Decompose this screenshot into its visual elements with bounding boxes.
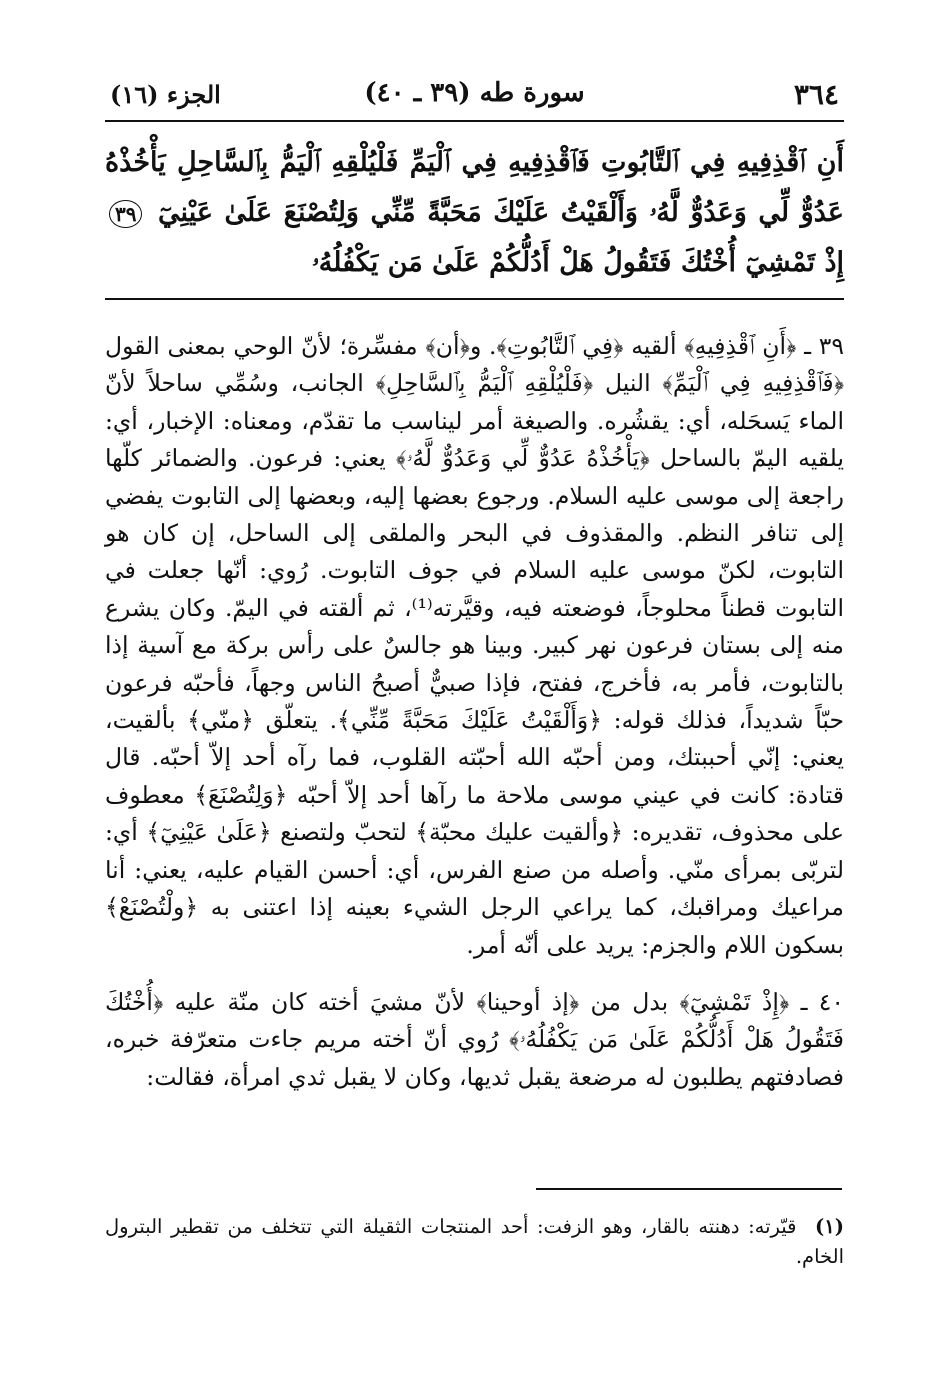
quran-verse-block <box>105 138 844 288</box>
verse-number-39: ٣٩ <box>109 200 142 228</box>
commentary-block <box>105 328 844 1096</box>
page-header <box>110 78 839 118</box>
commentary-paragraph-39: ٣٩ ـ ﴿أَنِ ٱقْذِفِيهِ﴾ ألقيه ﴿فِي ٱلتَّابُوتِ﴾. و﴿أن﴾ مفسِّرة؛ لأنّ الوحي بمعنى القول ﴿فَٱقْذِفِيهِ فِي ٱلْيَمِّ﴾ النيل ﴿فَلْيُلْقِهِ ٱلْيَمُّ بِٱلسَّاحِلِ﴾ الجانب، وسُمِّي ساحلاً لأنّ الماء يَسحَله، أي: يقشُره. والصيغة أمر ليناسب ما تقدّم، ومعناه: الإخبار، أي: يلقيه اليمّ بالساحل ﴿يَأْخُذْهُ عَدُوٌّ لِّي وَعَدُوٌّ لَّهُۥ﴾ يعني: فرعون. والضمائر كلّها راجعة إلى موسى عليه السلام. ورجوع بعضها إليه، وبعضها إلى التابوت يفضي إلى تنافر النظم. والمقذوف في البحر والملقى إلى الساحل، إن كان هو التابوت، لكنّ موسى عليه السلام في جوف التابوت. رُوي: أنّها جعلت في التابوت قطناً محلوجاً، فوضعته فيه، وقيَّرته⁽¹⁾، ثم ألقته في اليمّ. وكان يشرع منه إلى بستان فرعون نهر كبير. وبينا هو جالسٌ على رأس بركة مع آسية إذا بالتابوت، فأمر به، فأخرج، ففتح، فإذا صبيٌّ أصبحُ الناس وجهاً، فأحبّه فرعون حبّاً شديداً، فذلك قوله: ﴿وَأَلْقَيْتُ عَلَيْكَ مَحَبَّةً مِّنِّي﴾. يتعلّق ﴿منّي﴾ بألقيت، يعني: إنّي أحببتك، ومن أحبّه الله أحبّته القلوب، فما رآه أحد إلاّ أحبّه. قال قتادة: كانت في عيني موسى ملاحة ما رآها أحد إلاّ أحبّه ﴿وَلِتُصْنَعَ﴾ معطوف على محذوف، تقديره: ﴿وألقيت عليك محبّة﴾ لتحبّ ولتصنع ﴿عَلَىٰ عَيْنِيٓ﴾ أي: لتربّى بمرأى منّي. وأصله من صنع الفرس، أي: أحسن القيام عليه، يعني: أنا مراعيك ومراقبك، كما يراعي الرجل الشيء بعينه إذا اعتنى به ﴿ولْتُصْنَعْ﴾ بسكون اللام والجزم: يريد على أنّه أمر. <box>105 332 844 959</box>
footnote-rule <box>536 1188 842 1190</box>
header-rule <box>105 120 844 122</box>
commentary-paragraph-40: ٤٠ ـ ﴿إِذْ تَمْشِيٓ﴾ بدل من ﴿إذ أوحينا﴾ لأنّ مشيَ أخته كان منّة عليه ﴿أُخْتُكَ فَتَقُولُ هَلْ أَدُلُّكُمْ عَلَىٰ مَن يَكْفُلُهُۥ﴾ رُوي أنّ أخته مريم جاءت متعرّفة خبره، فصادفتهم يطلبون له مرضعة يقبل ثديها، وكان لا يقبل ثدي امرأة، فقالت: <box>105 987 844 1091</box>
juz-label: الجزء (١٦) <box>110 80 221 109</box>
verse-rule <box>105 298 844 300</box>
footnote <box>105 1212 844 1272</box>
footnote-number: (١) <box>815 1215 844 1238</box>
verse-text-part2: إِذْ تَمْشِيٓ أُخْتُكَ فَتَقُولُ هَلْ أَدُلُّكُمْ عَلَىٰ مَن يَكْفُلُهُۥ <box>312 247 844 278</box>
page-number: ٣٦٤ <box>793 78 839 111</box>
surah-title: سورة طه (٣٩ ـ ٤٠) <box>364 78 585 108</box>
footnote-text: قيّرته: دهنته بالقار، وهو الزفت: أحد المنتجات الثقيلة التي تتخلف من تقطير البترول الخام. <box>105 1215 844 1268</box>
verse-text-part1: أَنِ ٱقْذِفِيهِ فِي ٱلتَّابُوتِ فَٱقْذِفِيهِ فِي ٱلْيَمِّ فَلْيُلْقِهِ ٱلْيَمُّ بِٱلسَّاحِلِ يَأْخُذْهُ عَدُوٌّ لِّي وَعَدُوٌّ لَّهُۥ وَأَلْقَيْتُ عَلَيْكَ مَحَبَّةً مِّنِّي وَلِتُصْنَعَ عَلَىٰ عَيْنِيٓ <box>105 147 844 228</box>
